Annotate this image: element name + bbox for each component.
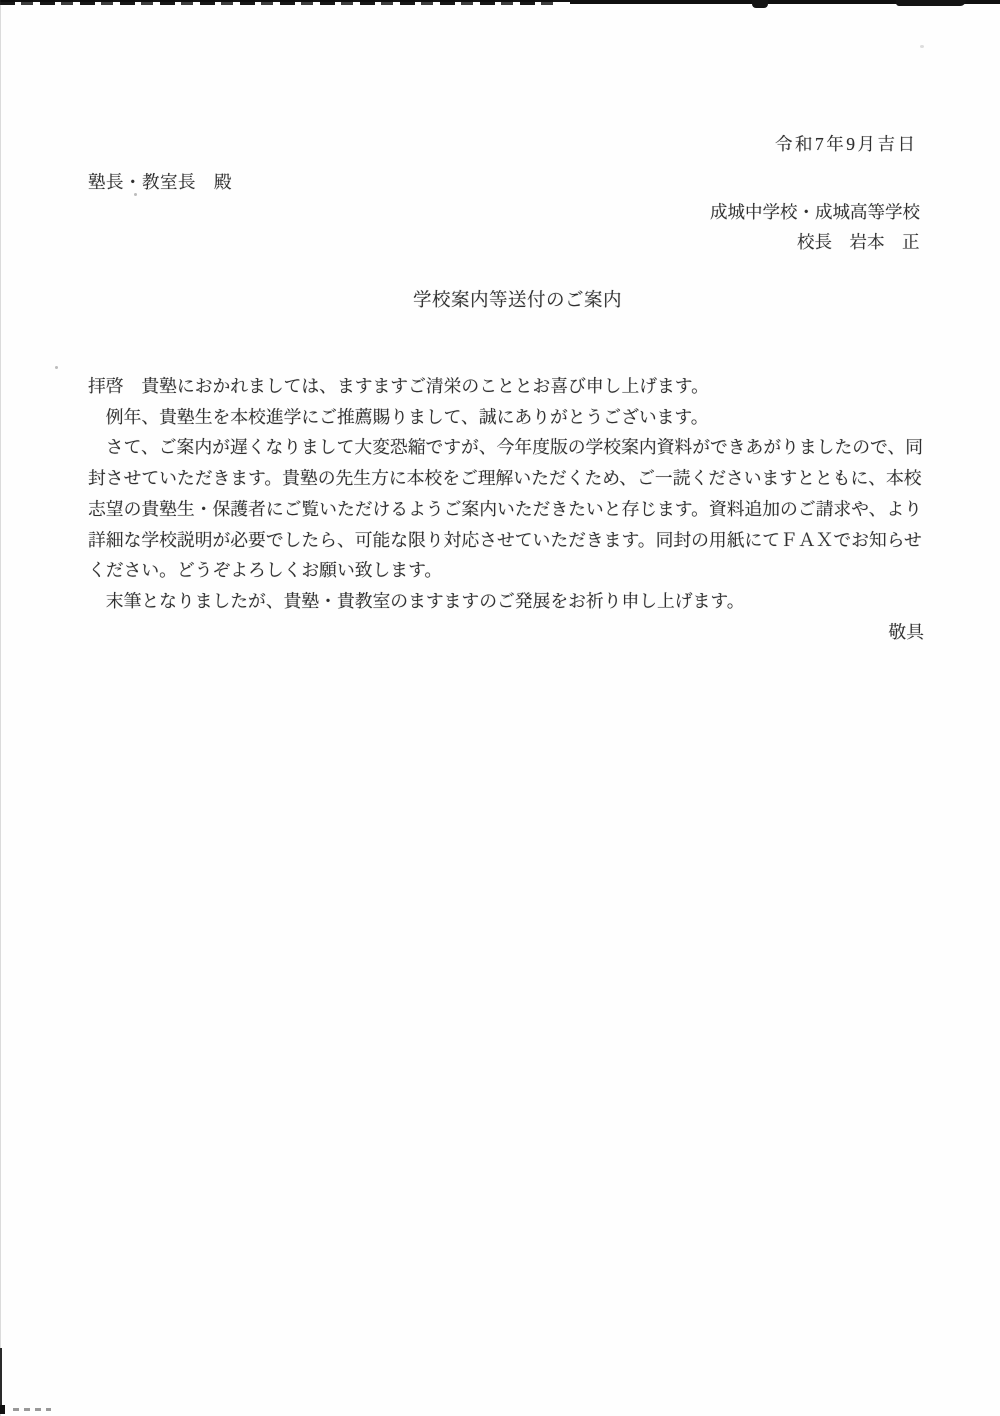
letter-closing: 敬具 (888, 621, 924, 642)
scan-artifact-corner-blob (0, 1405, 5, 1414)
letter-addressee: 塾長・教室長 殿 (88, 172, 232, 192)
scan-artifact-corner-dashes (13, 1408, 51, 1411)
scan-artifact-left-edge-dark (0, 1348, 2, 1405)
letter-title: 学校案内等送付のご案内 (413, 291, 623, 311)
scan-artifact-top-dashes (0, 0, 560, 5)
letter-date: 令和7年9月吉日 (775, 134, 918, 154)
body-line: 志望の貴塾生・保護者にご覧いただけるようご案内いただきたいと存じます。資料追加のご請求や、より (88, 498, 922, 519)
scan-artifact-top-bump (896, 0, 966, 6)
body-line: 例年、貴塾生を本校進学にご推薦賜りまして、誠にありがとうございます。 (88, 406, 709, 427)
body-line: さて、ご案内が遅くなりまして大変恐縮ですが、今年度版の学校案内資料ができあがりましたので、同 (88, 437, 924, 458)
body-line: 末筆となりましたが、貴塾・貴教室のますますのご発展をお祈り申し上げます。 (88, 590, 745, 611)
scan-artifact-top-edge (0, 0, 1000, 9)
letter-body (88, 371, 934, 647)
scan-speck (55, 366, 58, 369)
body-line: 詳細な学校説明が必要でしたら、可能な限り対応させていただきます。同封の用紙にてＦＡＸでお知らせ (88, 529, 922, 550)
sender-principal-name: 校長 岩本 正 (797, 232, 920, 252)
body-line: 拝啓 貴塾におかれましては、ますますご清栄のこととお喜び申し上げます。 (88, 376, 709, 396)
scan-artifact-left-edge (0, 0, 1, 1416)
body-line: ください。どうぞよろしくお願い致します。 (88, 560, 443, 581)
sender-school-name: 成城中学校・成城高等学校 (710, 202, 920, 222)
scan-speck (920, 45, 924, 48)
body-line: 封させていただきます。貴塾の先生方に本校をご理解いただくため、ご一読くださいますとともに、本校 (88, 468, 922, 489)
scan-artifact-top-bump (752, 0, 768, 8)
